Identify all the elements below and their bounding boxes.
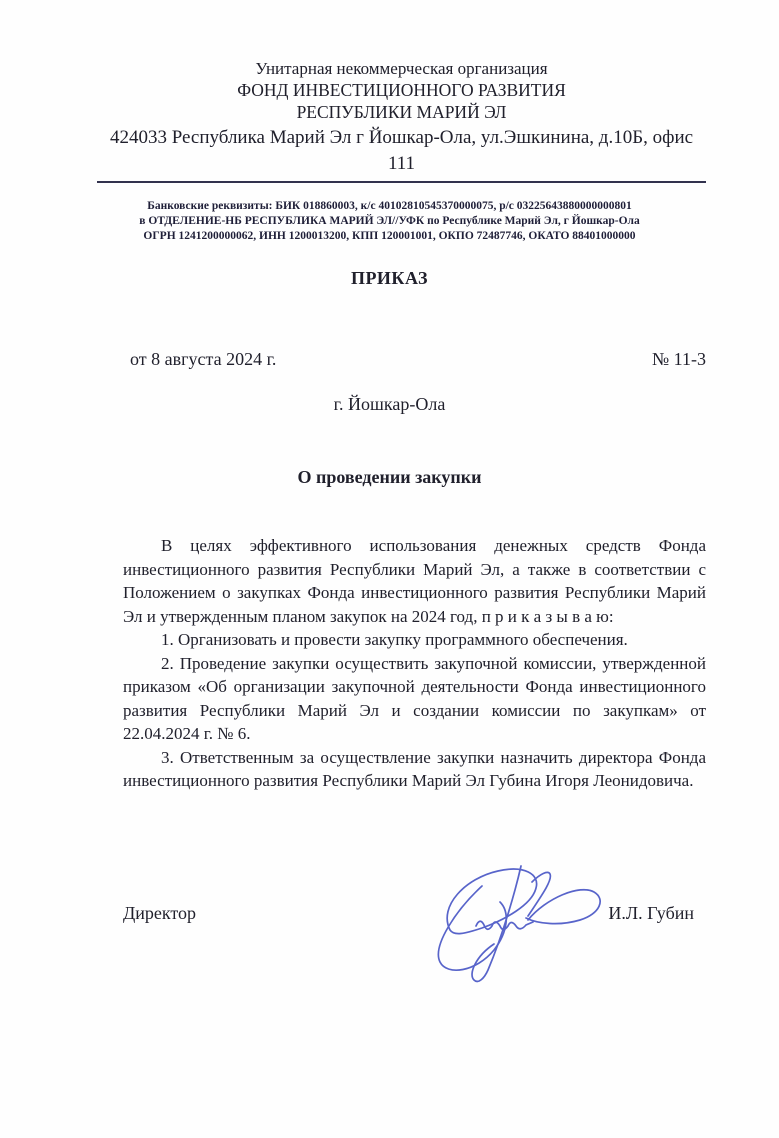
date-number-row: [130, 349, 706, 370]
order-item-1: 1. Организовать и провести закупку программного обеспечения.: [161, 630, 628, 649]
intro-paragraph: В целях эффективного использования денежных средств Фонда инвестиционного развития Республики Марий Эл, а также в соответствии с Положением о закупках Фонда инвестиционного развития Республики Марий Эл и утвержденным планом закупок на 2024 год, п р и к а з ы в а ю:: [123, 536, 706, 626]
org-address: 424033 Республика Марий Эл г Йошкар-Ола, ул.Эшкинина, д.10Б, офис 111: [109, 127, 694, 174]
bank-details-line2: в ОТДЕЛЕНИЕ-НБ РЕСПУБЛИКА МАРИЙ ЭЛ//УФК по Республике Марий Эл, г Йошкар-Ола: [139, 215, 640, 227]
document-body: [123, 534, 706, 793]
order-item-3: 3. Ответственным за осуществление закупки назначить директора Фонда инвестиционного развития Республики Марий Эл Губина Игоря Леонидовича.: [123, 747, 706, 790]
signature-row: [123, 903, 694, 924]
org-name-line2: РЕСПУБЛИКИ МАРИЙ ЭЛ: [296, 102, 507, 122]
document-type-title: ПРИКАЗ: [350, 268, 429, 288]
org-name-line1: ФОНД ИНВЕСТИЦИОННОГО РАЗВИТИЯ: [237, 80, 566, 100]
letterhead: [97, 58, 706, 183]
document-date: от 8 августа 2024 г.: [130, 349, 277, 369]
signer-position: Директор: [123, 903, 197, 923]
org-type: Унитарная некоммерческая организация: [255, 59, 548, 78]
signature-ink: [420, 858, 610, 993]
order-item-2: 2. Проведение закупки осуществить закупочной комиссии, утвержденной приказом «Об организации закупочной деятельности Фонда инвестиционного развития Республики Марий Эл и создании комиссии по закупкам» от 22.04.2024 г. № 6.: [123, 653, 706, 743]
bank-details-line3: ОГРН 1241200000062, ИНН 1200013200, КПП 120001001, ОКПО 72487746, ОКАТО 88401000000: [143, 230, 636, 242]
bank-details: [60, 199, 719, 244]
document-subject: О проведении закупки: [297, 467, 482, 487]
document-city: г. Йошкар-Ола: [333, 394, 446, 414]
document-number: № 11-3: [652, 349, 706, 369]
signer-name: И.Л. Губин: [608, 903, 694, 923]
bank-details-line1: Банковские реквизиты: БИК 018860003, к/с 40102810545370000075, р/с 03225643880000000801: [147, 200, 632, 212]
scanned-order-document: [0, 58, 779, 1138]
